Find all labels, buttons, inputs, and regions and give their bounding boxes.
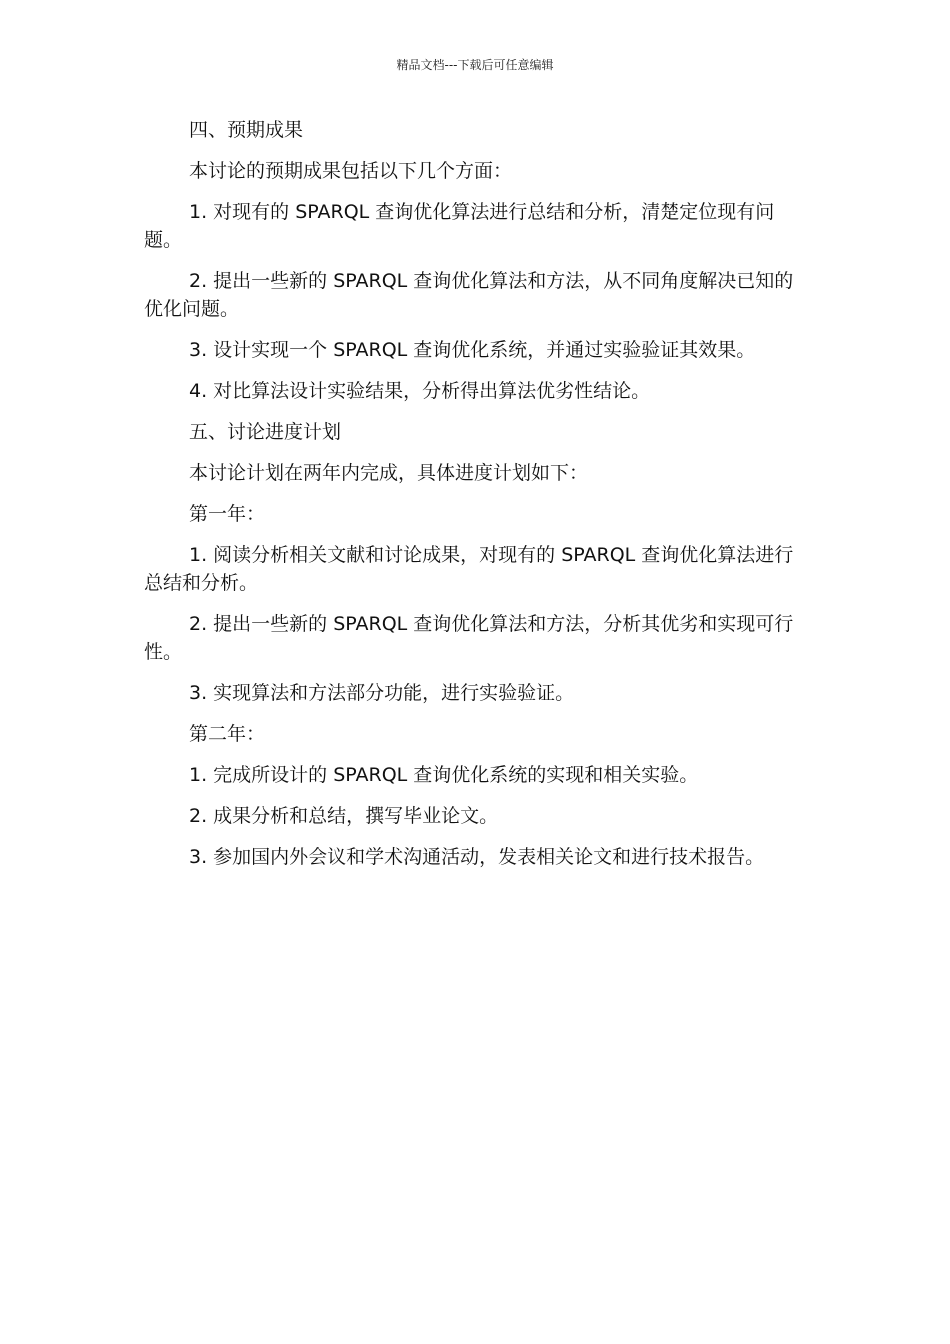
list-item: 1. 完成所设计的 SPARQL 查询优化系统的实现和相关实验。 [189,764,699,786]
list-item: 1. 对现有的 SPARQL 查询优化算法进行总结和分析，清楚定位现有问题。 [144,201,775,251]
list-item: 4. 对比算法设计实验结果，分析得出算法优劣性结论。 [189,380,651,402]
document-body [144,116,808,884]
subheading-year-one: 第一年： [189,503,266,525]
paragraph: 本讨论的预期成果包括以下几个方面： [189,160,513,182]
list-item: 3. 参加国内外会议和学术沟通活动，发表相关论文和进行技术报告。 [189,846,765,868]
list-item: 3. 实现算法和方法部分功能，进行实验验证。 [189,682,575,704]
list-item: 2. 成果分析和总结，撰写毕业论文。 [189,805,499,827]
list-item: 2. 提出一些新的 SPARQL 查询优化算法和方法，从不同角度解决已知的优化问题。 [144,270,794,320]
section-heading-expected-results: 四、预期成果 [189,119,304,141]
section-heading-schedule: 五、讨论进度计划 [189,421,342,443]
list-item: 2. 提出一些新的 SPARQL 查询优化算法和方法，分析其优劣和实现可行性。 [144,613,794,663]
subheading-year-two: 第二年： [189,723,266,745]
page-header: 精品文档---下载后可任意编辑 [396,58,554,72]
list-item: 3. 设计实现一个 SPARQL 查询优化系统，并通过实验验证其效果。 [189,339,756,361]
list-item: 1. 阅读分析相关文献和讨论成果，对现有的 SPARQL 查询优化算法进行总结和分析。 [144,544,794,594]
paragraph: 本讨论计划在两年内完成，具体进度计划如下： [189,462,589,484]
